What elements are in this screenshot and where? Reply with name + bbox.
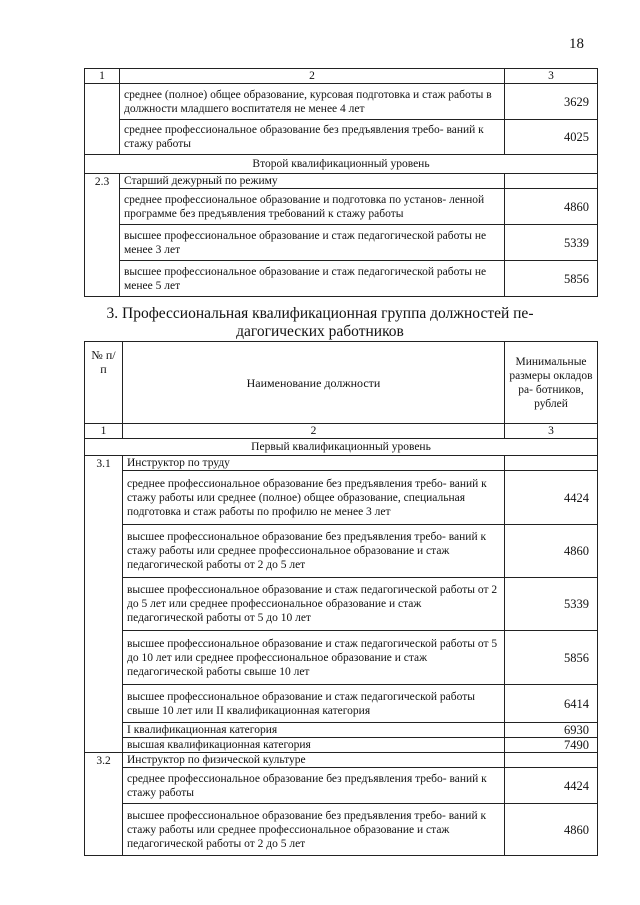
- table-row: [85, 120, 598, 155]
- salary-value: 4860: [505, 804, 598, 856]
- col-number-2: 2: [120, 69, 505, 84]
- position-row: [85, 753, 598, 768]
- table-row: [85, 84, 598, 120]
- salary-value: 5339: [505, 225, 598, 261]
- qualification-desc: высшее профессиональное образование и стаж педагогической работы свыше 10 лет или II квалификационная категория: [123, 685, 505, 723]
- table-header-row: [85, 342, 598, 424]
- salary-value: 3629: [505, 84, 598, 120]
- empty-value: [505, 456, 598, 471]
- col-number-3: 3: [505, 69, 598, 84]
- table-row: [85, 578, 598, 631]
- header-position-name: Наименование должности: [123, 342, 505, 424]
- qualification-desc: среднее профессиональное образование без предъявления требо- ваний к стажу работы: [120, 120, 505, 155]
- salary-value: 7490: [505, 738, 598, 753]
- salary-value: 5339: [505, 578, 598, 631]
- table-row: [85, 723, 598, 738]
- table-row: [85, 804, 598, 856]
- position-title: Инструктор по труду: [123, 456, 505, 471]
- position-number: 2.3: [85, 174, 120, 297]
- position-row: [85, 456, 598, 471]
- salary-value: 5856: [505, 261, 598, 297]
- qualification-level-row: [85, 439, 598, 456]
- qualification-desc: среднее профессиональное образование без предъявления требо- ваний к стажу работы или среднее (полное) общее образование, специальная подготовка и стаж работы по профилю не менее 3 лет: [123, 471, 505, 525]
- qualification-desc: высшее профессиональное образование и стаж педагогической работы не менее 5 лет: [120, 261, 505, 297]
- table-row: [85, 471, 598, 525]
- table-row: [85, 525, 598, 578]
- header-min-salary: Минимальные размеры окладов ра- ботников, рублей: [505, 342, 598, 424]
- salary-value: 5856: [505, 631, 598, 685]
- header-number: № п/п: [85, 342, 123, 424]
- table-row: [85, 225, 598, 261]
- position-number: 3.2: [85, 753, 123, 856]
- col-number-3: 3: [505, 424, 598, 439]
- column-numbers-row: [85, 424, 598, 439]
- salary-value: 4860: [505, 525, 598, 578]
- col-number-1: 1: [85, 424, 123, 439]
- qualification-desc: I квалификационная категория: [123, 723, 505, 738]
- qualification-desc: высшее профессиональное образование и стаж педагогической работы от 2 до 5 лет или среднее профессиональное образование и стаж педагогической работы от 5 до 10 лет: [123, 578, 505, 631]
- salary-value: 4025: [505, 120, 598, 155]
- qualification-desc: высшее профессиональное образование и стаж педагогической работы от 5 до 10 лет или среднее профессиональное образование и стаж педагогической работы свыше 10 лет: [123, 631, 505, 685]
- table-row: [85, 261, 598, 297]
- qualification-desc: высшее профессиональное образование без предъявления требо- ваний к стажу работы или среднее профессиональное образование и стаж педагогической работы от 2 до 5 лет: [123, 804, 505, 856]
- table-row: [85, 189, 598, 225]
- position-number: 3.1: [85, 456, 123, 753]
- position-title: Старший дежурный по режиму: [120, 174, 505, 189]
- table-junior-positions: [84, 68, 598, 297]
- qualification-desc: высшее профессиональное образование без предъявления требо- ваний к стажу работы или среднее профессиональное образование и стаж педагогической работы от 2 до 5 лет: [123, 525, 505, 578]
- salary-value: 6930: [505, 723, 598, 738]
- position-row: [85, 174, 598, 189]
- table-header-row: [85, 69, 598, 84]
- table-row: [85, 631, 598, 685]
- qualification-desc: среднее профессиональное образование без предъявления требо- ваний к стажу работы: [123, 768, 505, 804]
- qualification-level-row: [85, 155, 598, 174]
- table-row: [85, 738, 598, 753]
- qualification-desc: высшее профессиональное образование и стаж педагогической работы не менее 3 лет: [120, 225, 505, 261]
- section-title: 3. Профессиональная квалификационная группа должностей пе- дагогических работников: [106, 305, 534, 340]
- level-heading: Второй квалификационный уровень: [85, 155, 598, 174]
- salary-value: 4424: [505, 471, 598, 525]
- empty-value: [505, 174, 598, 189]
- qualification-desc: высшая квалификационная категория: [123, 738, 505, 753]
- position-title: Инструктор по физической культуре: [123, 753, 505, 768]
- page-number: 18: [569, 36, 584, 52]
- salary-value: 6414: [505, 685, 598, 723]
- number-cell-empty: [85, 84, 120, 155]
- col-number-1: 1: [85, 69, 120, 84]
- table-pedagogical-positions: [84, 341, 598, 856]
- level-heading: Первый квалификационный уровень: [85, 439, 598, 456]
- qualification-desc: среднее (полное) общее образование, курсовая подготовка и стаж работы в должности младшего воспитателя не менее 4 лет: [120, 84, 505, 120]
- empty-value: [505, 753, 598, 768]
- table-row: [85, 685, 598, 723]
- table-row: [85, 768, 598, 804]
- salary-value: 4860: [505, 189, 598, 225]
- col-number-2: 2: [123, 424, 505, 439]
- salary-value: 4424: [505, 768, 598, 804]
- qualification-desc: среднее профессиональное образование и подготовка по установ- ленной программе без предъявления требований к стажу работы: [120, 189, 505, 225]
